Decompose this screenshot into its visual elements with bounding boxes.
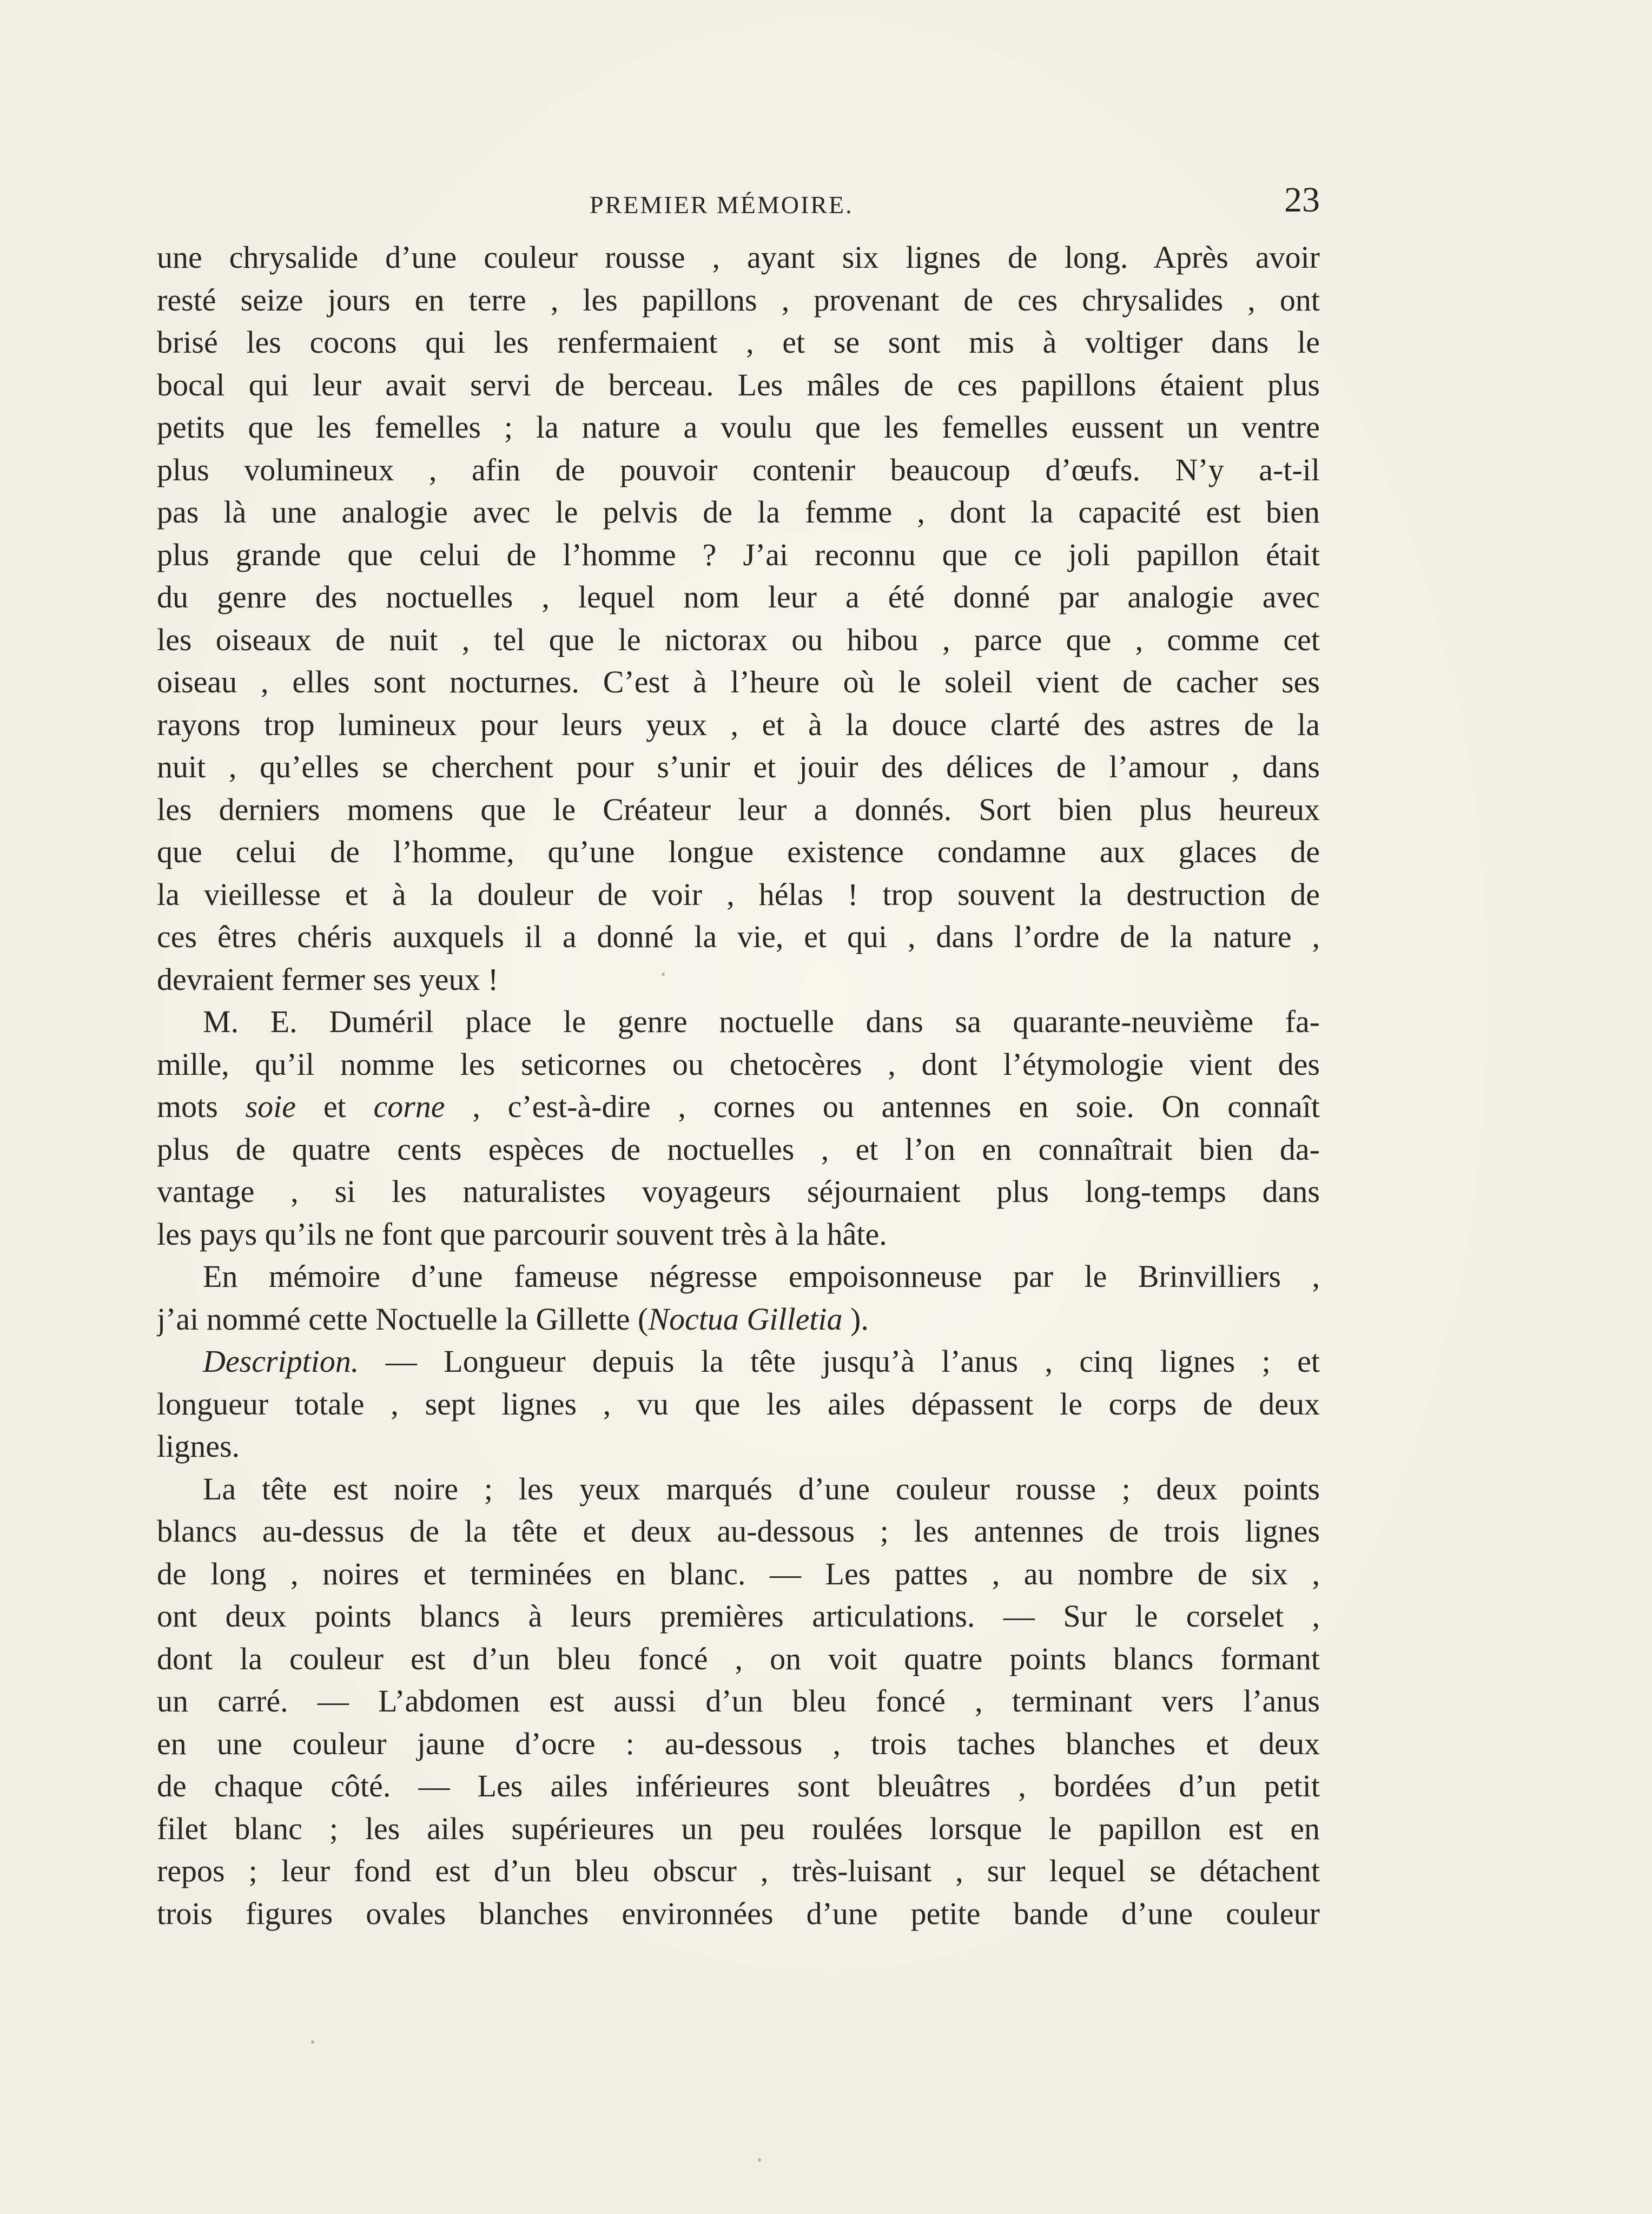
section-label: Description. xyxy=(203,1344,359,1379)
text-line: nuit , qu’elles se cherchent pour s’unir et jouir des délices de l’amour , dans xyxy=(157,749,1320,784)
species-name: Noctua Gilletia xyxy=(648,1301,843,1337)
italic-word: soie xyxy=(245,1089,296,1124)
text-line: La tête est noire ; les yeux marqués d’une couleur rousse ; deux points xyxy=(203,1471,1320,1506)
page-header xyxy=(157,180,1320,228)
page-number: 23 xyxy=(1284,180,1320,220)
text-line-mixed xyxy=(157,1086,1320,1128)
text-line: oiseau , elles sont nocturnes. C’est à l’heure où le soleil vient de cacher ses xyxy=(157,664,1320,699)
text-line: devraient fermer ses yeux ! xyxy=(157,961,499,997)
text-span: ). xyxy=(842,1301,869,1337)
text-line: de long , noires et terminées en blanc. — Les pattes , au nombre de six , xyxy=(157,1556,1320,1591)
text-line: du genre des noctuelles , lequel nom leur a été donné par analogie avec xyxy=(157,579,1320,614)
text-line: longueur totale , sept lignes , vu que les ailes dépassent le corps de deux xyxy=(157,1386,1320,1422)
text-line: les derniers momens que le Créateur leur a donnés. Sort bien plus heureux xyxy=(157,791,1320,827)
text-line: M. E. Duméril place le genre noctuelle dans sa quarante-neuvième fa- xyxy=(203,1004,1320,1039)
text-line: petits que les femelles ; la nature a voulu que les femelles eussent un ventre xyxy=(157,409,1320,445)
text-line: en une couleur jaune d’ocre : au-dessous , trois taches blanches et deux xyxy=(157,1726,1320,1761)
text-line: les oiseaux de nuit , tel que le nictorax ou hibou , parce que , comme cet xyxy=(157,622,1320,657)
text-line: que celui de l’homme, qu’une longue existence condamne aux glaces de xyxy=(157,834,1320,869)
text-line: repos ; leur fond est d’un bleu obscur , très-luisant , sur lequel se détachent xyxy=(157,1853,1320,1888)
text-span: j’ai nommé cette Noctuelle la Gillette ( xyxy=(157,1301,649,1337)
text-line: vantage , si les naturalistes voyageurs séjournaient plus long-temps dans xyxy=(157,1174,1320,1209)
text-line-mixed xyxy=(157,1340,1320,1383)
text-line: bocal qui leur avait servi de berceau. Les mâles de ces papillons étaient plus xyxy=(157,367,1320,402)
paragraph-4 xyxy=(157,1340,1320,1468)
text-line: pas là une analogie avec le pelvis de la femme , dont la capacité est bien xyxy=(157,494,1320,530)
text-line: resté seize jours en terre , les papillons , provenant de ces chrysalides , ont xyxy=(157,282,1320,318)
text-line: blancs au-dessus de la tête et deux au-dessous ; les antennes de trois lignes xyxy=(157,1514,1320,1549)
text-line: un carré. — L’abdomen est aussi d’un bleu foncé , terminant vers l’anus xyxy=(157,1683,1320,1719)
text-line: trois figures ovales blanches environnées d’une petite bande d’une couleur xyxy=(157,1895,1320,1931)
paragraph-2 xyxy=(157,1001,1320,1255)
text-line: mille, qu’il nomme les seticornes ou chetocères , dont l’étymologie vient des xyxy=(157,1046,1320,1082)
text-line: En mémoire d’une fameuse négresse empoisonneuse par le Brinvilliers , xyxy=(203,1259,1320,1294)
italic-word: corne xyxy=(373,1089,445,1124)
paragraph-3 xyxy=(157,1255,1320,1340)
paper-speck xyxy=(311,2040,314,2044)
text-line: dont la couleur est d’un bleu foncé , on voit quatre points blancs formant xyxy=(157,1641,1320,1676)
text-line: les pays qu’ils ne font que parcourir souvent très à la hâte. xyxy=(157,1216,887,1252)
text-line-mixed xyxy=(157,1298,1320,1341)
running-head: PREMIER MÉMOIRE. xyxy=(590,191,854,219)
paragraph-5 xyxy=(157,1468,1320,1935)
text-span: , c’est-à-dire , cornes ou antennes en soie. On connaît xyxy=(445,1089,1320,1124)
text-span: — Longueur depuis la tête jusqu’à l’anus , cinq lignes ; et xyxy=(359,1344,1320,1379)
text-line: lignes. xyxy=(157,1429,240,1464)
text-span: et xyxy=(296,1089,374,1124)
text-line: rayons trop lumineux pour leurs yeux , et à la douce clarté des astres de la xyxy=(157,706,1320,742)
text-line: plus volumineux , afin de pouvoir contenir beaucoup d’œufs. N’y a-t-il xyxy=(157,452,1320,487)
paragraph-1 xyxy=(157,236,1320,1001)
text-line: brisé les cocons qui les renfermaient , et se sont mis à voltiger dans le xyxy=(157,325,1320,360)
text-line: ont deux points blancs à leurs premières articulations. — Sur le corselet , xyxy=(157,1598,1320,1634)
paper-speck xyxy=(662,973,665,976)
text-line: de chaque côté. — Les ailes inférieures sont bleuâtres , bordées d’un petit xyxy=(157,1768,1320,1803)
text-line: filet blanc ; les ailes supérieures un peu roulées lorsque le papillon est en xyxy=(157,1810,1320,1846)
text-line: la vieillesse et à la douleur de voir , hélas ! trop souvent la destruction de xyxy=(157,876,1320,912)
text-span: mots xyxy=(157,1089,246,1124)
text-line: une chrysalide d’une couleur rousse , ayant six lignes de long. Après avoir xyxy=(157,240,1320,275)
text-line: plus de quatre cents espèces de noctuelles , et l’on en connaîtrait bien da- xyxy=(157,1131,1320,1167)
paper-speck xyxy=(758,2158,761,2162)
body-text xyxy=(157,236,1320,1935)
text-line: plus grande que celui de l’homme ? J’ai reconnu que ce joli papillon était xyxy=(157,537,1320,572)
text-line: ces êtres chéris auxquels il a donné la vie, et qui , dans l’ordre de la nature , xyxy=(157,919,1320,954)
